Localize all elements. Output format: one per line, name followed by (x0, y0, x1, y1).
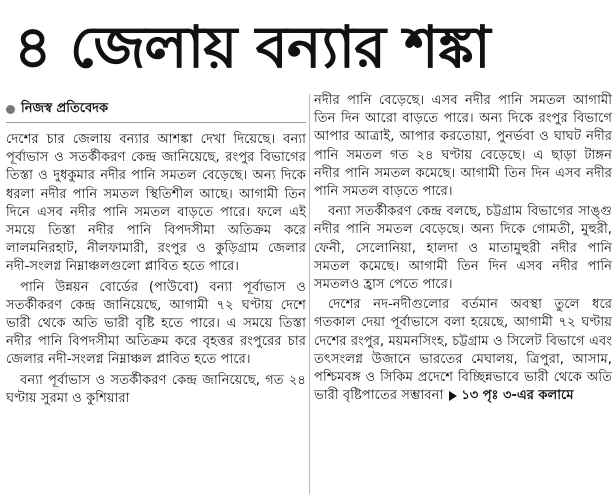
byline-text: নিজস্ব প্রতিবেদক (21, 101, 109, 116)
byline (6, 100, 306, 123)
continuation-text: ১৩ পৃঃ ৩-এর কলামে (461, 388, 574, 404)
continuation-note[interactable] (443, 388, 573, 403)
paragraph: বন্যা পূর্বাভাস ও সতর্কীকরণ কেন্দ্র জানিয়েছে, গত ২৪ ঘণ্টায় সুরমা ও কুশিয়ারা (6, 372, 306, 406)
paragraph: বন্যা সতর্কীকরণ কেন্দ্র বলছে, চট্টগ্রাম বিভাগের সাঙ্গু নদীর পানি সমতল বেড়েছে। অন্য দিকে গোমতী, মুহুরী, ফেনী, সেলোনিয়া, হালদা ও মাতামুহুরী নদীর পানি সমতল কমেছে। আগামী তিন দিন এসব নদীর পানি সমতলও হ্রাস পেতে পারে। (314, 204, 612, 293)
headline: ৪ জেলায় বন্যার শঙ্কা (14, 13, 490, 81)
bullet-icon (6, 105, 15, 114)
right-column (314, 92, 612, 407)
paragraph (314, 296, 612, 405)
paragraph-text: দেশের নদ-নদীগুলোর বর্তমান অবস্থা তুলে ধরে গতকাল দেয়া পূর্বাভাসে বলা হয়েছে, আগামী ৭২ ঘণ্টায় দেশের রংপুর, ময়মনসিংহ, চট্টগ্রাম ও সিলেট বিভাগে এবং তৎসংলগ্ন উজানে ভারতের মেঘালয়, ত্রিপুরা, আসাম, পশ্চিমবঙ্গ ও সিকিম প্রদেশে বিচ্ছিন্নভাবে ভারী থেকে অতি ভারী বৃষ্টিপাতের সম্ভাবনা (314, 297, 612, 404)
paragraph: পানি উন্নয়ন বোর্ডের (পাউবো) বন্যা পূর্বাভাস ও সতর্কীকরণ কেন্দ্র জানিয়েছে, আগামী ৭২ ঘণ্টায় দেশে ভারী থেকে অতি ভারী বৃষ্টি হতে পারে। এ সময়ে তিস্তা নদীর পানি বিপদসীমা অতিক্রম করে বৃহত্তর রংপুরের চার জেলার নদী-সংলগ্ন নিম্নাঞ্চল প্লাবিত হতে পারে। (6, 279, 306, 368)
left-column (6, 92, 306, 410)
paragraph: দেশের চার জেলায় বন্যার আশঙ্কা দেখা দিয়েছে। বন্যা পূর্বাভাস ও সতর্কীকরণ কেন্দ্র জানিয়েছে, রংপুর বিভাগের তিস্তা ও দুধকুমার নদীর পানি সমতল বেড়েছে। অন্য দিকে ধরলা নদীর পানি সমতল স্থিতিশীল আছে। আগামী তিন দিনে এসব নদীর পানি সমতল বাড়তে পারে। ফলে এই সময়ে তিস্তা নদীর পানি বিপদসীমা অতিক্রম করে লালমনিরহাট, নীলফামারী, রংপুর ও কুড়িগ্রাম জেলার নদী-সংলগ্ন নিম্নাঞ্চলগুলো প্লাবিত হতে পারে। (6, 132, 306, 275)
paragraph: নদীর পানি বেড়েছে। এসব নদীর পানি সমতল আগামী তিন দিন আরো বাড়তে পারে। অন্য দিকে রংপুর বিভাগে আপার আত্রাই, আপার করতোয়া, পুনর্ভবা ও ঘাঘট নদীর পানি সমতল গত ২৪ ঘণ্টায় বেড়েছে। এ ছাড়া টাঙ্গন নদীর পানি সমতল কমেছে। আগামী তিন দিন এসব নদীর পানি সমতল বাড়তে পারে। (314, 93, 612, 200)
column-divider (309, 94, 310, 494)
arrow-right-icon (449, 391, 457, 401)
